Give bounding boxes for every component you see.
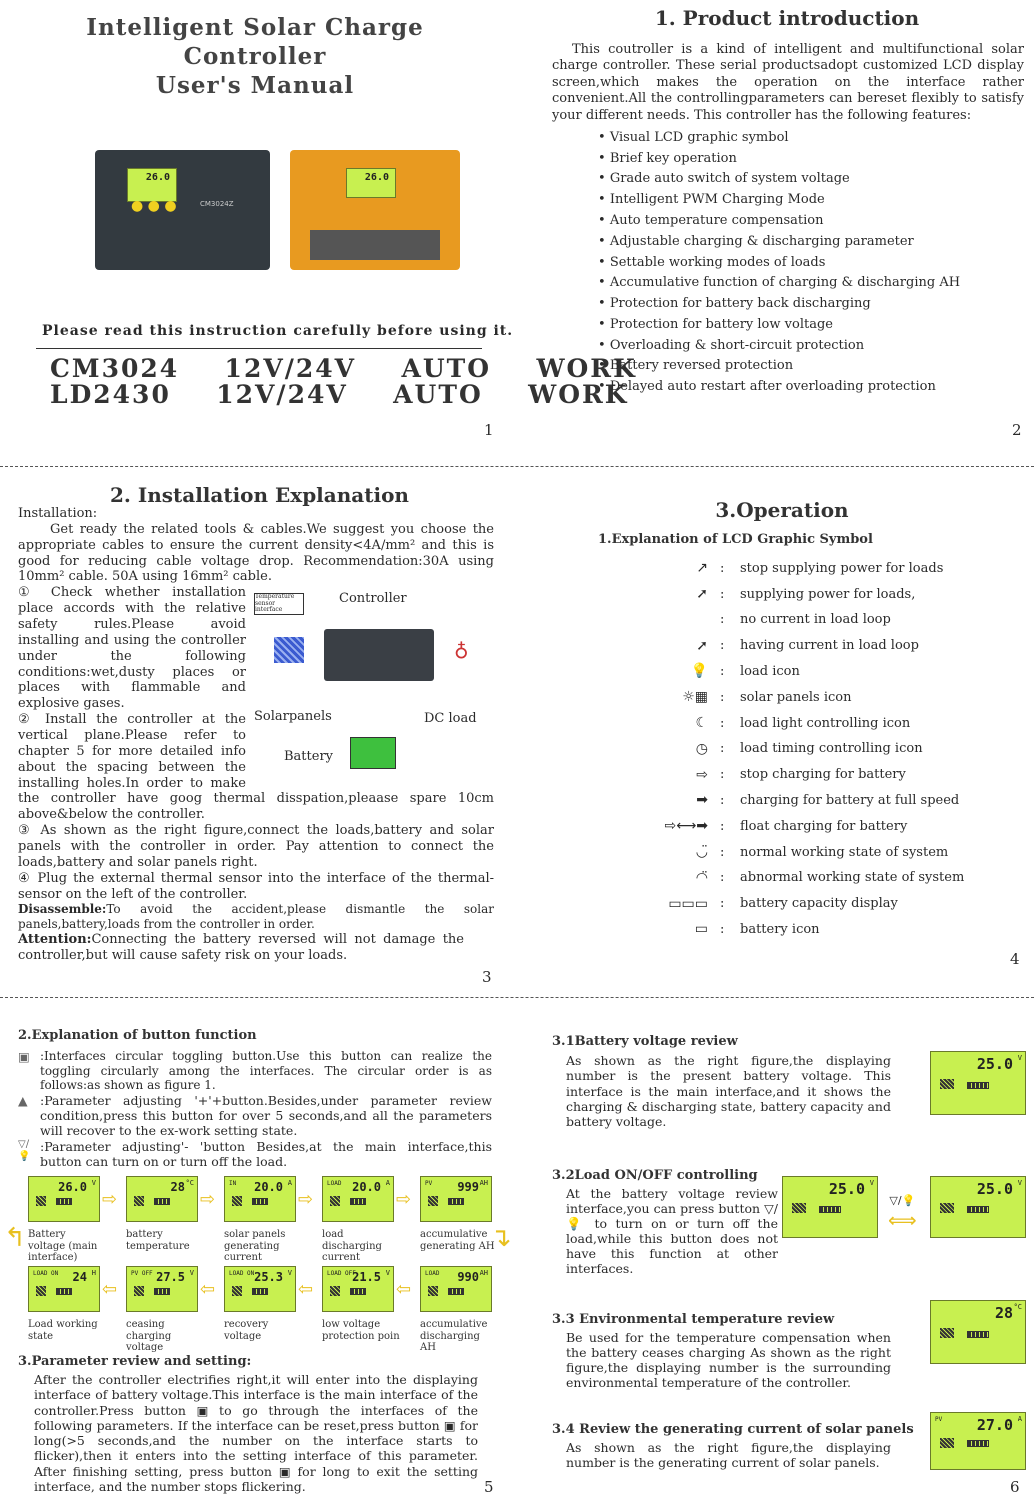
symbol-row [600,866,1034,892]
lcd-screen [322,1266,394,1312]
colon: : [720,689,725,705]
feature-item: • Intelligent PWM Charging Mode [598,190,1034,211]
controller-image-ld2430 [290,150,460,270]
feature-item: • Delayed auto restart after overloading protection [598,377,1034,398]
lcd-value: 26.0 [58,1180,87,1194]
symbol-row [600,608,1034,634]
screen-caption: Load working state [28,1319,98,1342]
install-step-2: ② Install the controller at the vertical plane.Please refer to chapter 5 for more detailed info about the spacing between the installing holes.In order to make the controller have goog thermal disspation,pleaase spare 10cm above&below the controller. [18,712,494,823]
lcd-screen [126,1266,198,1312]
page-2 [540,0,1034,460]
page-number: 4 [1010,950,1020,968]
installation-label: Installation: [18,506,98,521]
lcd-value: 28 [994,1304,1013,1322]
lcd-value: 27.5 [156,1270,185,1284]
lcd-symbol-icon: ➚ [696,637,708,654]
lcd-value: 21.5 [352,1270,381,1284]
feature-item: • Accumulative function of charging & discharging AH [598,273,1034,294]
bulb-icon: ♁ [454,637,469,662]
colon: : [720,560,725,576]
lcd-unit: °C [185,1179,194,1187]
lcd-unit: H [91,1269,96,1277]
next-arrow-icon: ⇦ [102,1279,118,1300]
feature-item: • Settable working modes of loads [598,253,1034,274]
load-toggle-arrow: ▽/💡 ⟺ [888,1194,917,1233]
colon: : [720,896,725,912]
section-heading: 2.Explanation of button function [18,1028,257,1043]
symbol-description: load timing controlling icon [740,741,923,757]
interface-screen [420,1266,498,1354]
screen-caption: Battery voltage (main interface) [28,1229,98,1263]
lcd-value: 20.0 [352,1180,381,1194]
colon: : [720,792,725,808]
screen-caption: battery temperature [126,1229,190,1252]
lcd-unit: V [385,1269,390,1277]
paragraph: As shown as the right figure,the displaying number is the present battery voltage. This interface is the main interface,and it shows the charging & discharging state, battery capacity and battery voltage. [566,1053,891,1129]
lcd-value: 27.0 [976,1416,1013,1434]
colon: : [720,663,725,679]
colon: : [720,767,725,783]
subheading: 3.1Battery voltage review [552,1034,738,1049]
lcd-tag: LOAD OFF [327,1270,356,1277]
page-number: 6 [1010,1478,1020,1496]
lcd-symbol-icon: ↗ [696,560,708,577]
lcd-symbol-icon: ⇨⟷➡ [664,818,708,835]
title-rule [36,348,482,349]
lcd-unit: V [287,1269,292,1277]
read-notice: Please read this instruction carefully before using it. [42,323,514,339]
symbol-description: charging for battery at full speed [740,792,960,808]
screen-caption: low voltage protection poin [322,1319,400,1342]
symbol-list [600,556,1034,943]
install-step-4: ④ Plug the external thermal sensor into the interface of the thermal-sensor on the left of the controller. [18,870,494,902]
lcd-symbol-icon: ☾ [695,714,708,731]
model-line: CM3024 12V/24V AUTO WORK [50,354,637,383]
feature-item: • Adjustable charging & discharging parameter [598,232,1034,253]
next-arrow-icon: ⇦ [200,1279,216,1300]
model-line: LD2430 12V/24V AUTO WORK [50,380,629,410]
section-heading: 2. Installation Explanation [110,483,409,507]
lcd-unit: V [91,1179,96,1187]
lcd-symbol-icon: ▭▭▭ [668,895,708,912]
lcd-value: 28 [170,1180,185,1194]
lcd-screen [420,1176,492,1222]
lcd-symbol-icon: ☼▦ [682,689,708,706]
solar-label: Solarpanels [254,709,332,725]
symbol-row [600,556,1034,582]
install-step-3: ③ As shown as the right figure,connect the loads,battery and solar panels with the controller in order. Pay attention to connect the loads,battery and solar panels right. [18,823,494,870]
feature-item: • Overloading & short-circuit protection [598,336,1034,357]
load-button-icon: ▽/💡 [889,1194,916,1207]
attention-paragraph [18,932,494,964]
page-3 [0,478,517,993]
paragraph: At the battery voltage review interface,you can press button ▽/💡 to turn on or turn off the load,while this button does not have this function at other interfaces. [566,1186,778,1276]
colon: : [720,586,725,602]
installation-body [18,506,494,963]
symbol-row [600,763,1034,789]
symbol-row [600,788,1034,814]
page-divider [0,997,1034,998]
interface-cycle-row-2 [28,1266,498,1354]
symbol-row [600,737,1034,763]
lcd-unit: AH [479,1269,488,1277]
symbol-row [600,711,1034,737]
cycle-arrow-up-icon: ↰ [4,1223,26,1253]
page-4 [540,478,1034,993]
dc-load-label: DC load [424,711,477,727]
wiring-diagram [254,589,494,779]
manual-subtitle: User's Manual [155,71,355,99]
lcd-tag: LOAD [425,1270,440,1277]
symbol-description: normal working state of system [740,844,949,860]
page-1 [0,0,637,460]
lcd-value: 990 [457,1270,479,1284]
lcd-value: 25.0 [828,1180,865,1198]
symbol-description: battery icon [740,921,820,937]
lcd-value: 24 [72,1270,87,1284]
feature-item: • Protection for battery low voltage [598,315,1034,336]
symbol-description: abnormal working state of system [740,870,965,886]
next-arrow-icon: ⇨ [396,1189,412,1210]
next-arrow-icon: ⇦ [396,1279,412,1300]
lcd-value: 999 [457,1180,479,1194]
symbol-description: stop charging for battery [740,767,906,783]
feature-list [540,128,1034,398]
symbol-row [600,685,1034,711]
disassemble-paragraph [18,902,494,931]
feature-item: • Brief key operation [598,149,1034,170]
down-load-button-icon: ▽/💡 [18,1138,31,1162]
next-arrow-icon: ⇨ [102,1189,118,1210]
lcd-tag: IN [229,1180,237,1187]
symbol-row [600,582,1034,608]
colon: : [720,921,725,937]
sensor-label: Temperature sensor interface [254,593,304,615]
interface-screen [420,1176,498,1264]
lcd-unit: V [869,1179,874,1187]
lcd-tag: LOAD [327,1180,342,1187]
interface-screen [322,1176,412,1264]
controller-image-cm3024 [95,150,270,270]
colon: : [720,715,725,731]
button-desc: :Parameter adjusting '+'+button.Besides,under parameter review condition,press this button for over 5 seconds,and all the parameters will recover to the ex-work setting state. [40,1092,492,1139]
lcd-symbol-icon: ➡ [696,792,708,809]
lcd-unit: A [1017,1415,1022,1423]
disassemble-label: Disassemble: [18,902,107,917]
lcd-symbol-icon: ◷ [695,740,708,757]
lcd-screen [322,1176,394,1222]
symbol-row [600,634,1034,660]
lcd-value: 25.3 [254,1270,283,1284]
page-number: 5 [484,1478,494,1496]
subheading: 3.2Load ON/OFF controlling [552,1168,758,1183]
device-display-value: 26.0 [364,172,389,183]
screen-caption: accumulative discharging AH [420,1319,488,1353]
paragraph: As shown as the right figure,the displaying number is the generating current of solar panels. [566,1440,891,1470]
symbol-row [600,892,1034,918]
install-step-1: ① Check whether installation place accords with the relative safety rules.Please avoid installing and using the controller under the following conditions:wet,dusty places or places with flammable and explosive gases. [18,585,246,712]
symbol-row [600,840,1034,866]
symbol-description: load icon [740,663,800,679]
symbol-row [600,814,1034,840]
device-display-value: 26.0 [145,172,170,183]
cycle-arrow-down-icon: ↴ [490,1223,512,1253]
feature-item: • Auto temperature compensation [598,211,1034,232]
lcd-screen [28,1176,100,1222]
paragraph: Be used for the temperature compensation when the battery ceases charging As shown as the right figure,the displaying number is the surrounding environmental temperature of the controller. [566,1330,891,1390]
lcd-unit: V [1017,1054,1022,1062]
symbol-row [600,917,1034,943]
lcd-tag: PV OFF [131,1270,153,1277]
intro-paragraph: This coutroller is a kind of intelligent and multifunctional solar charge controller. These serial productsadopt customized LCD display screen,which makes the operation on the interface rather convenient.All the controllingparameters can bereset flexibly to satisfy your different needs. This controller has the following features: [552,41,1024,124]
screen-caption: ceasing charging voltage [126,1319,172,1353]
lcd-unit: °C [1013,1303,1022,1311]
lcd-symbol-icon: ➚ [696,585,708,602]
feature-item: • Protection for battery back discharging [598,294,1034,315]
next-arrow-icon: ⇨ [200,1189,216,1210]
lcd-value: 25.0 [976,1055,1013,1073]
subheading: 1.Explanation of LCD Graphic Symbol [598,531,873,547]
lcd-unit: V [1017,1179,1022,1187]
interface-screen [224,1266,314,1354]
section-heading: 1. Product introduction [654,6,920,30]
disassemble-text: To avoid the accident,please dismantle the solar panels,battery,loads from the controller in order. [18,902,494,932]
lcd-tag: LOAD ON [33,1270,59,1277]
screen-caption: recovery voltage [224,1319,269,1342]
lcd-tag: LOAD ON [229,1270,255,1277]
feature-item: • Visual LCD graphic symbol [598,128,1034,149]
interface-screen [224,1176,314,1264]
lcd-symbol-icon: ◡̈ [695,843,708,860]
colon: : [720,741,725,757]
button-desc: :Parameter adjusting'- 'button Besides,at the main interface,this button can turn on or turn off the load. [40,1138,492,1169]
attention-label: Attention: [18,931,92,947]
subheading: 3.3 Environmental temperature review [552,1312,835,1327]
lcd-unit: A [287,1179,292,1187]
page-number: 3 [482,968,492,986]
lcd-unit: V [189,1269,194,1277]
lcd-unit: A [385,1179,390,1187]
lcd-screen [224,1266,296,1312]
next-arrow-icon: ⇦ [298,1279,314,1300]
symbol-description: stop supplying power for loads [740,560,944,576]
device-label: CM3024Z [200,200,234,208]
interface-cycle-row-1 [28,1176,498,1264]
symbol-description: supplying power for loads, [740,586,916,602]
symbol-description: battery capacity display [740,896,898,912]
page-divider [0,466,1034,467]
lcd-tag: PV [935,1416,943,1423]
up-button-icon: ▲ [18,1092,28,1108]
lcd-unit: AH [479,1179,488,1187]
lcd-value: 20.0 [254,1180,283,1194]
colon: : [720,870,725,886]
lcd-symbol-icon: ◠̈ [695,869,708,886]
controller-icon [324,629,434,681]
colon: : [720,612,725,628]
lcd-load-on [782,1176,878,1238]
interface-screen [28,1176,118,1264]
lcd-screen [420,1266,492,1312]
symbol-description: load light controlling icon [740,715,911,731]
lcd-load-off [930,1176,1026,1238]
lcd-battery-voltage [930,1051,1026,1115]
device-buttons: ● ● ● [131,198,177,214]
lcd-screen [28,1266,100,1312]
interface-screen [322,1266,412,1354]
lcd-solar-current [930,1412,1026,1470]
lcd-temperature [930,1300,1026,1364]
symbol-description: solar panels icon [740,689,852,705]
toggle-button-icon: ▣ [18,1049,30,1064]
interface-screen [126,1176,216,1264]
battery-label: Battery [284,749,334,765]
feature-item: • Grade auto switch of system voltage [598,169,1034,190]
symbol-description: having current in load loop [740,638,919,654]
colon: : [720,818,725,834]
controller-label: Controller [339,591,407,607]
colon: : [720,638,725,654]
solar-panel-icon [274,637,304,663]
screen-caption: accumulative generating AH [420,1229,495,1252]
page-6 [540,1008,1034,1500]
manual-title: Intelligent Solar Charge Controller [86,14,424,70]
review-paragraph: After the controller electrifies right,it will enter into the displaying interface of battery voltage.This interface is the main interface of the controller.Press button ▣ to go through the interfaces of the following parameters. If the interface can be reset,press button ▣ for long(>5 seconds,and the number on the interface starts to flicker),then it enters into the setting interface of this parameter. After finishing setting, press button ▣ for long to exit the setting interface, and the number stops flickering. [34,1372,478,1494]
symbol-row [600,659,1034,685]
screen-caption: load discharging current [322,1229,382,1263]
interface-screen [126,1266,216,1354]
symbol-description: no current in load loop [740,612,891,628]
next-arrow-icon: ⇨ [298,1189,314,1210]
screen-caption: solar panels generating current [224,1229,286,1263]
page-5 [0,1008,517,1500]
lcd-symbol-icon: ▭ [694,921,708,938]
interface-screen [28,1266,118,1354]
symbol-description: float charging for battery [740,818,908,834]
page-number: 1 [484,421,494,439]
button-desc: :Interfaces circular toggling button.Use this button can realize the toggling circularly among the interfaces. The circular order is as follows:as shown as figure 1. [40,1049,492,1093]
lcd-screen [126,1176,198,1222]
colon: : [720,844,725,860]
subheading: 3.4 Review the generating current of solar panels [552,1422,914,1437]
subheading: 3.Parameter review and setting: [18,1354,252,1369]
lcd-symbol-icon: ⇨ [696,766,708,783]
battery-icon [350,737,396,769]
page-number: 2 [1012,421,1022,439]
attention-text: Connecting the battery reversed will not damage the controller,but will cause safety risk on your loads. [18,931,464,963]
section-heading: 3.Operation [715,498,849,522]
install-intro: Get ready the related tools & cables.We suggest you choose the appropriate cables to ensure the current density<4A/mm² and this is good for reducing cable voltage drop. Recommendation:30A using 10mm² cable. 50A using 16mm² cable. [18,521,494,585]
lcd-symbol-icon: 💡 [690,663,708,680]
lcd-screen [224,1176,296,1222]
lcd-value: 25.0 [976,1180,1013,1198]
feature-item: • Battery reversed protection [598,356,1034,377]
lcd-tag: PV [425,1180,433,1187]
